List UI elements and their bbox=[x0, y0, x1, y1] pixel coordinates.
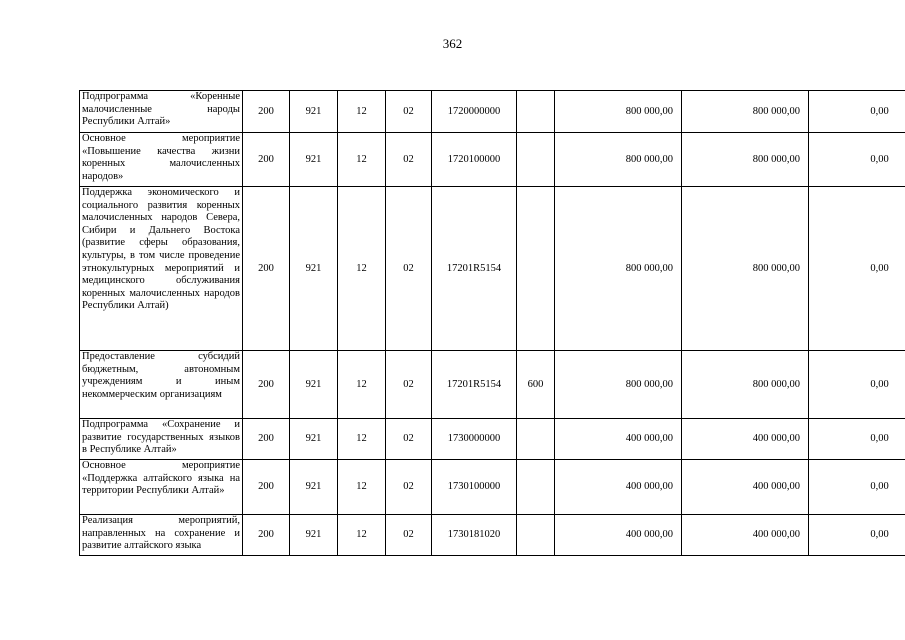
target-code-cell: 1730100000 bbox=[432, 460, 517, 515]
code-cell: 02 bbox=[386, 460, 432, 515]
code-cell: 12 bbox=[338, 133, 386, 187]
code-cell: 02 bbox=[386, 187, 432, 351]
target-code-cell: 1730000000 bbox=[432, 419, 517, 460]
amount-cell: 0,00 bbox=[809, 351, 905, 419]
amount-cell: 800 000,00 bbox=[555, 133, 682, 187]
target-code-cell: 1720000000 bbox=[432, 91, 517, 133]
code-cell: 200 bbox=[243, 351, 290, 419]
amount-cell: 800 000,00 bbox=[682, 187, 809, 351]
code-cell: 200 bbox=[243, 91, 290, 133]
budget-table bbox=[79, 90, 905, 556]
amount-cell: 800 000,00 bbox=[555, 91, 682, 133]
row-name: Подпрограмма «Коренные малочисленные народы Республики Алтай» bbox=[80, 91, 243, 133]
expense-type-cell bbox=[517, 133, 555, 187]
amount-cell: 0,00 bbox=[809, 460, 905, 515]
amount-cell: 0,00 bbox=[809, 419, 905, 460]
code-cell: 921 bbox=[290, 419, 338, 460]
code-cell: 02 bbox=[386, 351, 432, 419]
code-cell: 12 bbox=[338, 187, 386, 351]
code-cell: 200 bbox=[243, 133, 290, 187]
amount-cell: 0,00 bbox=[809, 187, 905, 351]
code-cell: 12 bbox=[338, 515, 386, 556]
amount-cell: 800 000,00 bbox=[555, 351, 682, 419]
code-cell: 200 bbox=[243, 460, 290, 515]
expense-type-cell bbox=[517, 515, 555, 556]
expense-type-cell: 600 bbox=[517, 351, 555, 419]
amount-cell: 0,00 bbox=[809, 515, 905, 556]
amount-cell: 0,00 bbox=[809, 91, 905, 133]
code-cell: 921 bbox=[290, 515, 338, 556]
row-name: Предоставление субсидий бюджетным, автономным учреждениям и иным некоммерческим организациям bbox=[80, 351, 243, 419]
target-code-cell: 17201R5154 bbox=[432, 351, 517, 419]
expense-type-cell bbox=[517, 91, 555, 133]
amount-cell: 800 000,00 bbox=[682, 133, 809, 187]
table-row bbox=[80, 91, 905, 133]
amount-cell: 0,00 bbox=[809, 133, 905, 187]
code-cell: 200 bbox=[243, 515, 290, 556]
table-row bbox=[80, 351, 905, 419]
code-cell: 12 bbox=[338, 419, 386, 460]
amount-cell: 800 000,00 bbox=[682, 91, 809, 133]
code-cell: 12 bbox=[338, 91, 386, 133]
target-code-cell: 1730181020 bbox=[432, 515, 517, 556]
code-cell: 02 bbox=[386, 91, 432, 133]
expense-type-cell bbox=[517, 187, 555, 351]
expense-type-cell bbox=[517, 419, 555, 460]
code-cell: 921 bbox=[290, 91, 338, 133]
page-number: 362 bbox=[442, 36, 463, 51]
code-cell: 921 bbox=[290, 133, 338, 187]
amount-cell: 800 000,00 bbox=[682, 351, 809, 419]
row-name: Основное мероприятие «Повышение качества жизни коренных малочисленных народов» bbox=[80, 133, 243, 187]
table-row bbox=[80, 187, 905, 351]
table-row bbox=[80, 460, 905, 515]
amount-cell: 400 000,00 bbox=[555, 419, 682, 460]
code-cell: 921 bbox=[290, 351, 338, 419]
row-name: Поддержка экономического и социального развития коренных малочисленных народов Севера, Сибири и Дальнего Востока (развитие сферы образования, культуры, в том числе проведение этнокультурных мероприятий и медицинского обслуживания коренных малочисленных народов Республики Алтай) bbox=[80, 187, 243, 351]
table-row bbox=[80, 419, 905, 460]
target-code-cell: 17201R5154 bbox=[432, 187, 517, 351]
table-row bbox=[80, 133, 905, 187]
amount-cell: 800 000,00 bbox=[555, 187, 682, 351]
target-code-cell: 1720100000 bbox=[432, 133, 517, 187]
code-cell: 200 bbox=[243, 419, 290, 460]
amount-cell: 400 000,00 bbox=[555, 515, 682, 556]
code-cell: 02 bbox=[386, 515, 432, 556]
code-cell: 12 bbox=[338, 351, 386, 419]
code-cell: 921 bbox=[290, 187, 338, 351]
expense-type-cell bbox=[517, 460, 555, 515]
code-cell: 12 bbox=[338, 460, 386, 515]
code-cell: 02 bbox=[386, 133, 432, 187]
amount-cell: 400 000,00 bbox=[682, 419, 809, 460]
amount-cell: 400 000,00 bbox=[682, 460, 809, 515]
amount-cell: 400 000,00 bbox=[555, 460, 682, 515]
amount-cell: 400 000,00 bbox=[682, 515, 809, 556]
code-cell: 02 bbox=[386, 419, 432, 460]
table-row bbox=[80, 515, 905, 556]
row-name: Основное мероприятие «Поддержка алтайского языка на территории Республики Алтай» bbox=[80, 460, 243, 515]
row-name: Реализация мероприятий, направленных на сохранение и развитие алтайского языка bbox=[80, 515, 243, 556]
code-cell: 921 bbox=[290, 460, 338, 515]
row-name: Подпрограмма «Сохранение и развитие государственных языков в Республике Алтай» bbox=[80, 419, 243, 460]
code-cell: 200 bbox=[243, 187, 290, 351]
